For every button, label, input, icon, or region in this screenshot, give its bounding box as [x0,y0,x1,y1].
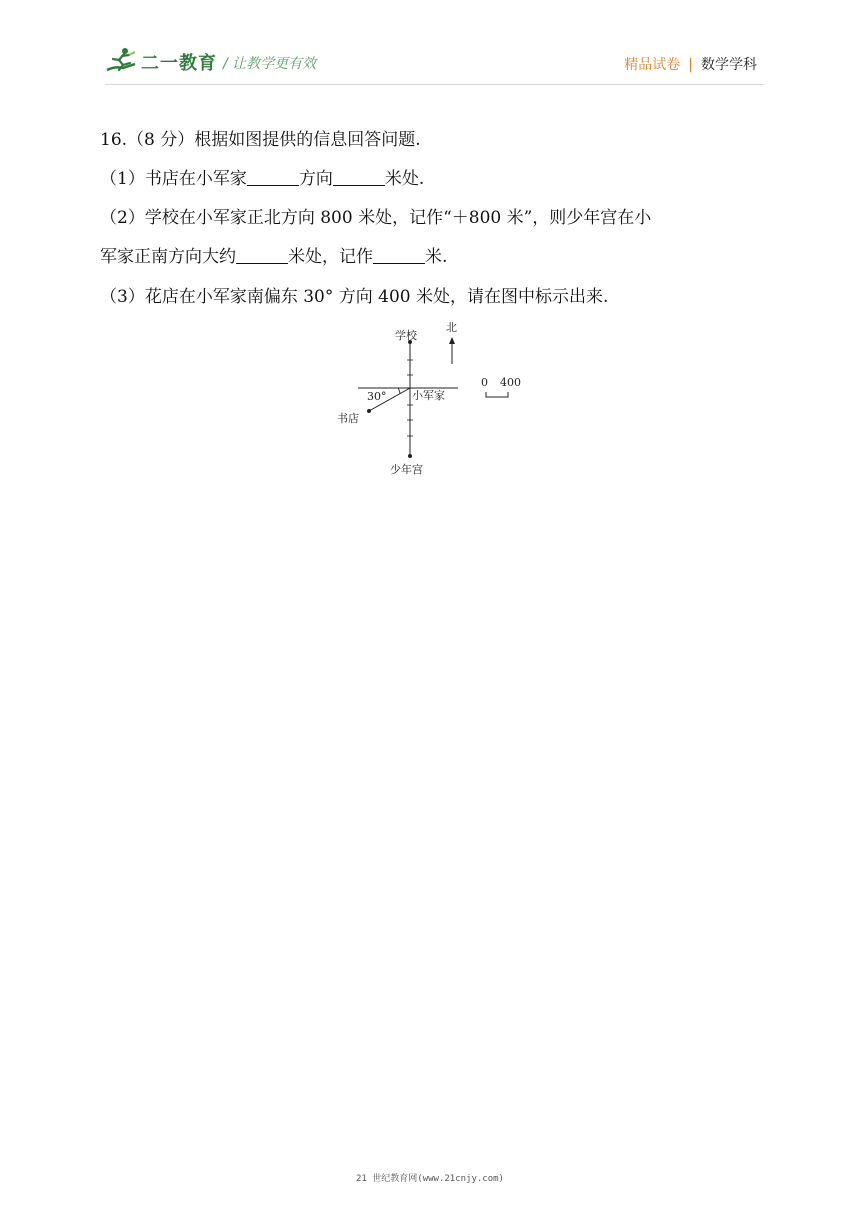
answer-blank[interactable] [333,169,385,186]
scale-value-label: 400 [500,376,521,389]
part1-text-a: （1）书店在小军家 [100,169,247,189]
question-stem: 16.（8 分）根据如图提供的信息回答问题. [100,130,421,150]
bookstore-label: 书店 [337,412,359,425]
north-arrow-icon [449,337,455,364]
brand-logo [105,46,215,74]
answer-blank[interactable] [236,247,288,264]
part1-text-b: 方向 [298,169,333,189]
tag-subject: 数学学科 [701,57,757,73]
north-label: 北 [446,321,457,334]
bookstore-point [367,409,371,413]
part2-text-b: 米处，记作 [288,247,373,267]
part2-text-a: 军家正南方向大约 [100,247,236,267]
scale-bar [486,392,508,397]
youth-palace-label: 少年宫 [390,463,423,476]
home-label: 小军家 [412,389,445,402]
answer-blank[interactable] [373,247,425,264]
angle-label: 30° [367,390,387,403]
tag-quality-paper: 精品试卷 [624,57,681,73]
angle-arc [398,388,400,394]
question-part-2-line-1: （2）学校在小军家正北方向 800 米处，记作“＋800 米”，则少年宫在小 [100,208,652,228]
question-part-3: （3）花店在小军家南偏东 30° 方向 400 米处，请在图中标示出来. [100,287,609,307]
logo-text: 二一教育 [141,53,217,74]
part1-text-c: 米处. [384,169,425,189]
school-label: 学校 [395,329,417,342]
runner-icon [105,46,139,74]
question-part-2-line-2 [100,246,780,268]
tag-divider: | [688,57,693,73]
part2-text-c: 米. [425,247,448,267]
scale-zero-label: 0 [481,376,488,389]
page-footer: 21 世纪教育网(www.21cnjy.com) [356,1174,504,1184]
youth-palace-point [408,454,412,458]
header-tags [624,54,757,74]
slogan: / 让教学更有效 [223,56,317,72]
answer-blank[interactable] [247,169,299,186]
map-figure [330,318,540,483]
question-part-1 [100,168,780,190]
header-rule [105,84,765,85]
page-header [105,40,765,82]
